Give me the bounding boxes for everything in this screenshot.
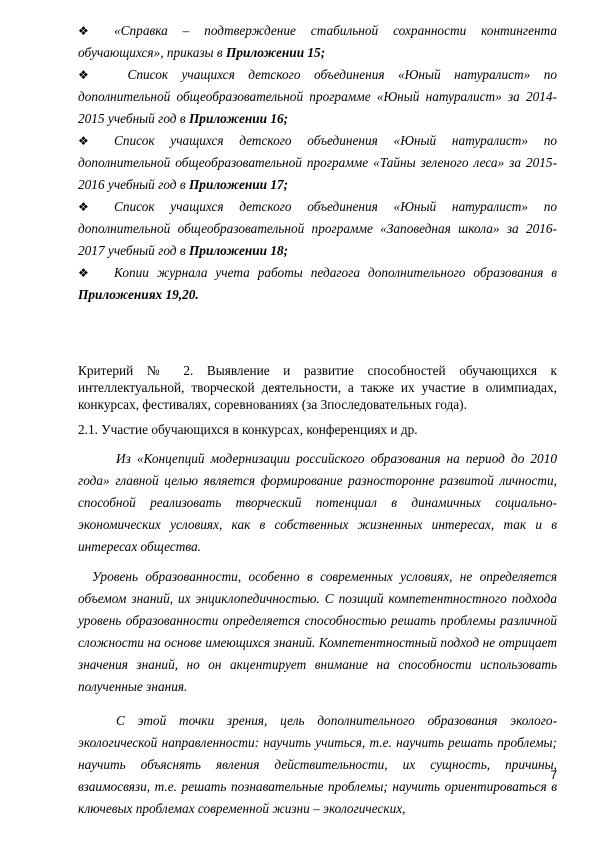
body-paragraph: С этой точки зрения, цель дополнительного образования эколого-экологической направленности: научить учиться, т.е. научить решать проблемы; научить объяснять явления действительности, их сущность, причины, взаимосвязи, т.е. решать познавательные проблемы; научить ориентироваться в ключевых проблемах современной жизни – экологических, [78,713,557,816]
appendix-reference: Приложении 15; [226,45,326,60]
bullet-item [78,262,557,306]
bullet-text: Копии журнала учета работы педагога дополнительного образования в [114,265,557,280]
bullet-icon: ❖ [78,200,89,214]
body-paragraph: Уровень образованности, особенно в современных условиях, не определяется объемом знаний, их энциклопедичностью. С позиций компетентностного подхода уровень образованности определяется способностью решать проблемы различной сложности на основе имеющихся знаний. Компетентностный подход не отрицает значения знаний, но он акцентирует внимание на способности использовать полученные знания. [78,569,557,694]
bullet-icon: ❖ [78,24,89,38]
page-number: 7 [550,768,557,782]
bullet-text: «Справка – подтверждение стабильной сохранности контингента обучающихся», приказы в [78,23,557,60]
bullet-item [78,196,557,262]
appendix-reference: Приложении 16; [188,111,289,126]
bullet-text: Список учащихся детского объединения «Юный натуралист» по дополнительной общеобразовательной программе «Заповедная школа» за 2016-2017 учебный год в [78,199,557,258]
appendix-reference: Приложении 17; [188,177,289,192]
bullet-item [78,20,557,64]
bullet-icon: ❖ [78,68,89,82]
appendix-reference: Приложении 18; [188,243,289,258]
bullet-icon: ❖ [78,134,89,148]
bullet-icon: ❖ [78,266,89,280]
bullet-text: Список учащихся детского объединения «Юный натуралист» по дополнительной общеобразовательной программе «Юный натуралист» за 2014-2015 учебный год в [78,67,557,126]
page-content [78,20,557,820]
bullet-item [78,130,557,196]
bullet-text: Список учащихся детского объединения «Юный натуралист» по дополнительной общеобразовательной программе «Тайны зеленого леса» за 2015-2016 учебный год в [78,133,557,192]
criterion-heading: Критерий № 2. Выявление и развитие способностей обучающихся к интеллектуальной, творческой деятельности, а также их участие в олимпиадах, конкурсах, фестивалях, соревнованиях (за 3последовательных года). [78,363,557,412]
subsection-heading: 2.1. Участие обучающихся в конкурсах, конференциях и др. [78,422,418,437]
body-paragraph: Из «Концепций модернизации российского образования на период до 2010 года» главной целью является формирование разносторонне развитой личности, способной реализовать творческий потенциал в динамичных социально-экономических условиях, как в собственных жизненных интересах, так и в интересах общества. [78,451,557,554]
bullet-item [78,64,557,130]
appendix-reference: Приложениях 19,20. [78,287,199,302]
